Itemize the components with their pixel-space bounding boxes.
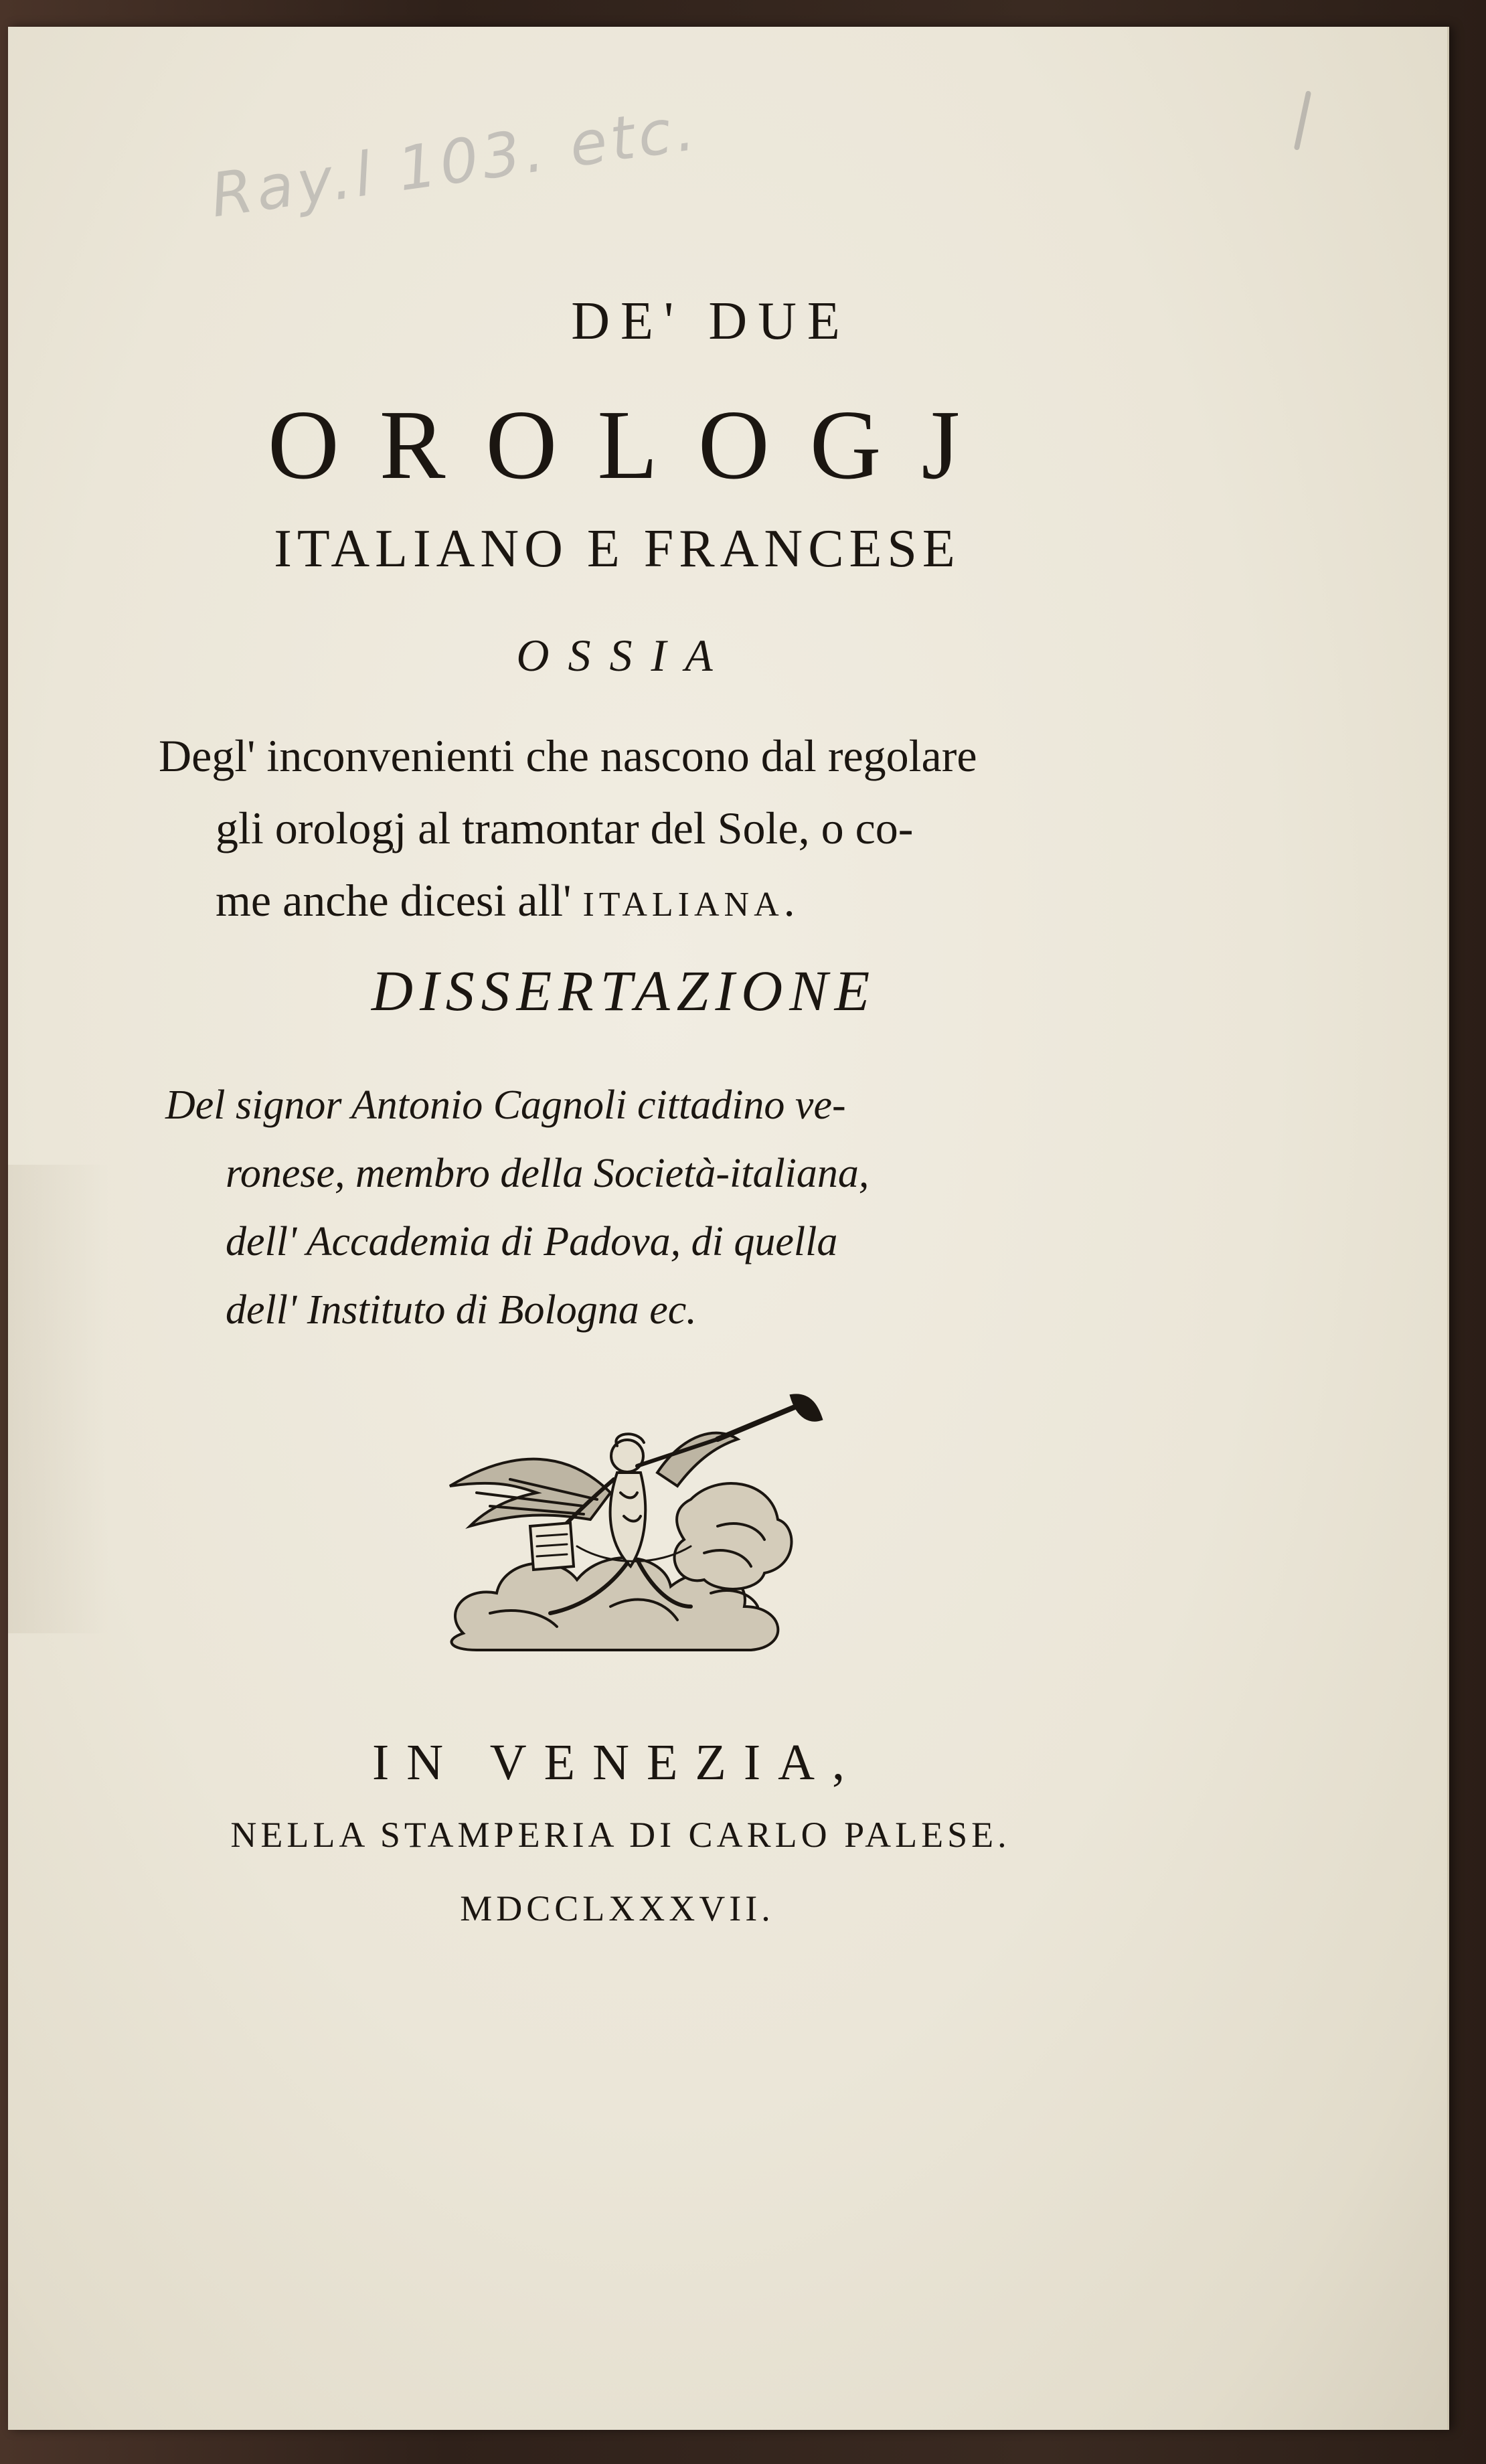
genre-dissertazione: DISSERTAZIONE bbox=[371, 959, 877, 1023]
imprint-printer: NELLA STAMPERIA DI CARLO PALESE. bbox=[230, 1815, 1011, 1855]
subtitle-line-1: Degl' inconvenienti che nascono dal regolare bbox=[159, 730, 977, 781]
subtitle-italiana-small-caps: ITALIANA bbox=[582, 886, 784, 924]
author-statement bbox=[165, 1071, 1089, 1344]
subtitle-description bbox=[159, 720, 1082, 941]
imprint-year: MDCCLXXXVII. bbox=[460, 1888, 774, 1928]
pencil-marginalia: Ray.l 103. etc. bbox=[206, 93, 703, 232]
subtitle-line-3-end: . bbox=[783, 875, 795, 926]
pencil-stroke bbox=[1294, 90, 1312, 151]
heading-ossia: OSSIA bbox=[516, 630, 732, 681]
subtitle-line-2: gli orologj al tramontar del Sole, o co- bbox=[216, 803, 914, 853]
author-line-3: dell' Accademia di Padova, di quella bbox=[226, 1219, 838, 1264]
angel-trumpet-icon bbox=[436, 1392, 825, 1660]
author-line-1: Del signor Antonio Cagnoli cittadino ve- bbox=[165, 1082, 846, 1128]
author-line-4: dell' Instituto di Bologna ec. bbox=[226, 1287, 697, 1333]
heading-italiano-francese: ITALIANO E FRANCESE bbox=[274, 519, 961, 578]
author-line-2: ronese, membro della Società-italiana, bbox=[226, 1151, 870, 1196]
imprint-place: IN VENEZIA, bbox=[372, 1734, 863, 1791]
heading-de-due: DE' DUE bbox=[571, 292, 851, 351]
paper-crease bbox=[8, 1165, 108, 1633]
subtitle-line-3-prefix: me anche dicesi all' bbox=[216, 875, 572, 926]
subtitle-line-3 bbox=[159, 864, 1082, 941]
title-page bbox=[8, 27, 1449, 2430]
heading-orologj: OROLOGJ bbox=[267, 390, 1001, 500]
